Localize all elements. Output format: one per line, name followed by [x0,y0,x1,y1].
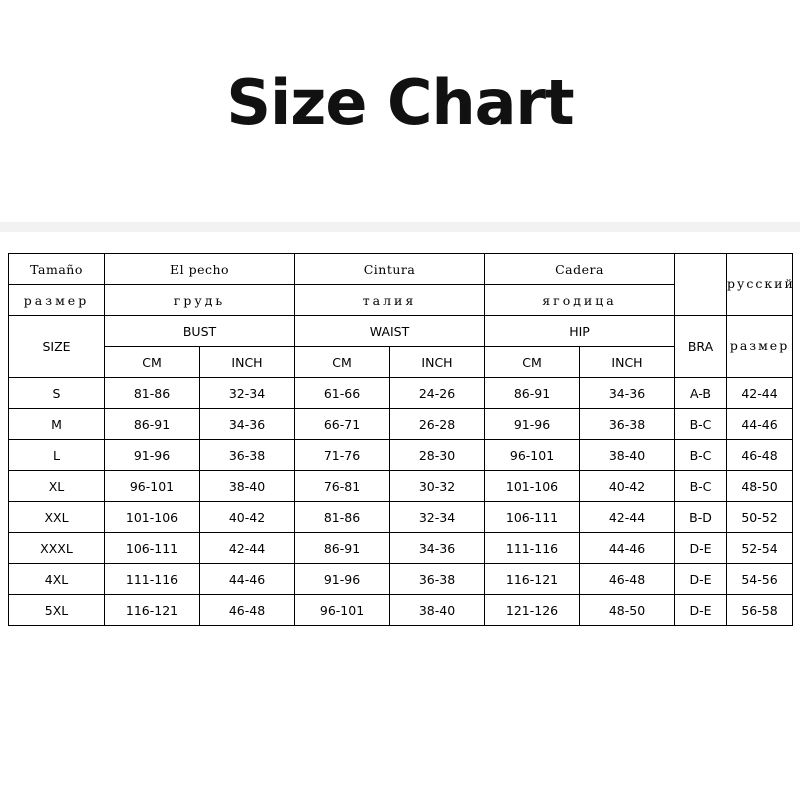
cell-hip-cm: 91-96 [485,409,580,440]
header-cell-waist-en: WAIST [295,316,485,347]
cell-size: XL [9,471,105,502]
header-cell-unit-bust-cm: CM [105,347,200,378]
header-cell-bust-ru: грудь [105,285,295,316]
cell-size: S [9,378,105,409]
cell-bra: B-D [675,502,727,533]
table-row [9,533,793,564]
cell-hip-inch: 46-48 [580,564,675,595]
header-cell-waist-ru: талия [295,285,485,316]
cell-bra: B-C [675,409,727,440]
cell-hip-inch: 48-50 [580,595,675,626]
cell-bust-inch: 36-38 [200,440,295,471]
cell-bust-inch: 42-44 [200,533,295,564]
cell-hip-cm: 121-126 [485,595,580,626]
table-row [9,595,793,626]
header-cell-bust-en: BUST [105,316,295,347]
cell-waist-cm: 86-91 [295,533,390,564]
header-cell-size-es: Tamaño [9,254,105,285]
cell-waist-inch: 30-32 [390,471,485,502]
table-row [9,471,793,502]
header-cell-bust-es: El pecho [105,254,295,285]
cell-hip-inch: 38-40 [580,440,675,471]
cell-waist-inch: 24-26 [390,378,485,409]
cell-bust-inch: 34-36 [200,409,295,440]
cell-waist-inch: 32-34 [390,502,485,533]
section-divider [0,222,800,232]
cell-bra: D-E [675,564,727,595]
header-row-spanish [9,254,793,285]
cell-waist-inch: 36-38 [390,564,485,595]
cell-bust-inch: 46-48 [200,595,295,626]
cell-size: 5XL [9,595,105,626]
cell-bra: B-C [675,440,727,471]
header-cell-unit-waist-inch: INCH [390,347,485,378]
cell-waist-cm: 61-66 [295,378,390,409]
cell-hip-cm: 96-101 [485,440,580,471]
header-cell-waist-es: Cintura [295,254,485,285]
cell-hip-inch: 36-38 [580,409,675,440]
cell-hip-cm: 116-121 [485,564,580,595]
title-band [0,0,800,222]
cell-bust-inch: 38-40 [200,471,295,502]
cell-bust-cm: 106-111 [105,533,200,564]
page-title: Size Chart [226,66,574,139]
header-cell-russian-size-label: размер [727,316,793,378]
header-cell-spacer [675,254,727,316]
cell-waist-cm: 81-86 [295,502,390,533]
cell-rus-size: 48-50 [727,471,793,502]
cell-hip-inch: 44-46 [580,533,675,564]
cell-bra: D-E [675,595,727,626]
cell-size: 4XL [9,564,105,595]
cell-hip-cm: 101-106 [485,471,580,502]
header-cell-unit-bust-inch: INCH [200,347,295,378]
size-chart-table [8,253,793,626]
cell-size: M [9,409,105,440]
cell-hip-inch: 34-36 [580,378,675,409]
cell-bust-cm: 86-91 [105,409,200,440]
cell-bust-cm: 91-96 [105,440,200,471]
cell-waist-inch: 34-36 [390,533,485,564]
cell-bust-cm: 101-106 [105,502,200,533]
header-cell-hip-es: Cadera [485,254,675,285]
cell-bust-inch: 40-42 [200,502,295,533]
cell-rus-size: 46-48 [727,440,793,471]
header-cell-unit-hip-cm: CM [485,347,580,378]
header-cell-hip-en: HIP [485,316,675,347]
header-cell-unit-hip-inch: INCH [580,347,675,378]
cell-hip-cm: 111-116 [485,533,580,564]
cell-bust-inch: 44-46 [200,564,295,595]
header-cell-size-ru: размер [9,285,105,316]
cell-rus-size: 56-58 [727,595,793,626]
table-row [9,502,793,533]
cell-hip-inch: 40-42 [580,471,675,502]
cell-waist-inch: 26-28 [390,409,485,440]
cell-bra: A-B [675,378,727,409]
table-row [9,409,793,440]
cell-hip-cm: 106-111 [485,502,580,533]
header-cell-size-en: SIZE [9,316,105,378]
cell-size: L [9,440,105,471]
size-chart-table-wrap [8,253,795,626]
header-cell-unit-waist-cm: CM [295,347,390,378]
cell-bust-inch: 32-34 [200,378,295,409]
cell-rus-size: 50-52 [727,502,793,533]
cell-bust-cm: 116-121 [105,595,200,626]
cell-rus-size: 42-44 [727,378,793,409]
cell-hip-cm: 86-91 [485,378,580,409]
cell-bra: B-C [675,471,727,502]
cell-waist-cm: 96-101 [295,595,390,626]
cell-rus-size: 54-56 [727,564,793,595]
cell-waist-cm: 71-76 [295,440,390,471]
table-row [9,564,793,595]
cell-bra: D-E [675,533,727,564]
cell-hip-inch: 42-44 [580,502,675,533]
cell-size: XXXL [9,533,105,564]
header-cell-russian-label: русский [727,254,793,316]
cell-waist-cm: 76-81 [295,471,390,502]
cell-waist-cm: 66-71 [295,409,390,440]
table-row [9,378,793,409]
header-cell-bra: BRA [675,316,727,378]
cell-rus-size: 44-46 [727,409,793,440]
cell-bust-cm: 81-86 [105,378,200,409]
header-cell-hip-ru: ягодица [485,285,675,316]
cell-waist-cm: 91-96 [295,564,390,595]
cell-waist-inch: 28-30 [390,440,485,471]
cell-bust-cm: 111-116 [105,564,200,595]
table-row [9,440,793,471]
header-row-english [9,316,793,347]
cell-waist-inch: 38-40 [390,595,485,626]
cell-size: XXL [9,502,105,533]
cell-bust-cm: 96-101 [105,471,200,502]
cell-rus-size: 52-54 [727,533,793,564]
